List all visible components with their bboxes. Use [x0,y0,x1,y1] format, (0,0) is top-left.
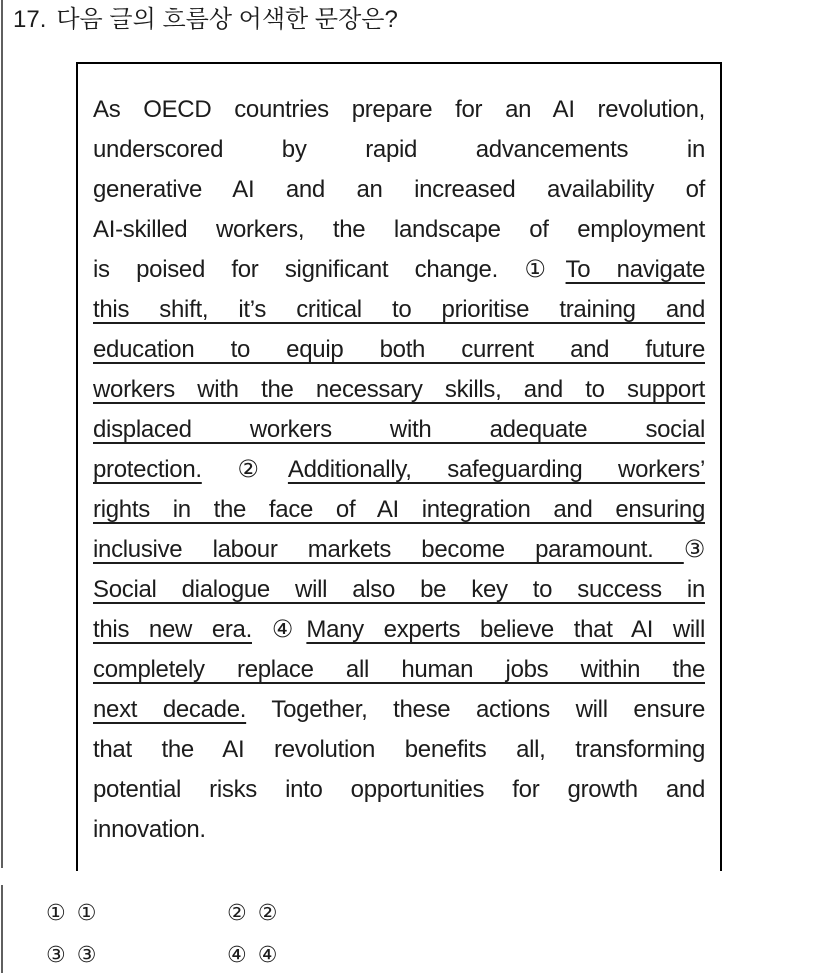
circled-number-marker-3: ③ [683,536,705,563]
question-title: 다음 글의 흐름상 어색한 문장은? [56,6,398,33]
question-header [13,5,398,35]
passage-line [93,90,705,130]
passage-segment: education to equip both current and future [93,336,705,363]
choice-option-4[interactable] [227,941,277,969]
choice-label: ④ [227,942,247,967]
passage-line [93,170,705,210]
choice-label: ① [46,900,66,925]
passage-segment: To navigate [565,256,705,283]
passage-segment: potential risks into opportunities for growth and [93,776,705,803]
passage-segment: rights in the face of AI integration and ensuring [93,496,705,523]
choice-value: ② [257,900,278,925]
passage-line [93,210,705,250]
passage-line [93,650,705,690]
passage-segment: this new era. [93,616,252,643]
choice-value: ① [76,900,97,925]
passage-line [93,410,705,450]
circled-number-marker-1: ① [524,256,566,283]
passage-segment: displaced workers with adequate social [93,416,705,443]
passage-segment: AI-skilled workers, the landscape of employment [93,216,705,243]
passage-segment: this shift, it’s critical to prioritise training and [93,296,705,323]
passage-line [93,490,705,530]
passage-line [93,330,705,370]
choice-label: ③ [46,942,66,967]
passage-line [93,690,705,730]
passage-line [93,770,705,810]
passage-line [93,570,705,610]
passage-segment: next decade. [93,696,247,723]
choice-label: ② [227,900,247,925]
passage-line [93,730,705,770]
passage-line [93,450,705,490]
passage-segment: generative AI and an increased availability of [93,176,705,203]
passage-segment: inclusive labour markets become paramount. [93,536,684,563]
passage-segment: Together, these actions will ensure [271,696,706,723]
circled-number-marker-2: ② [237,456,288,483]
passage-segment: innovation. [93,816,206,843]
passage-segment: Social dialogue will also be key to success in [93,576,705,603]
passage-segment: As OECD countries prepare for an AI revolution, [93,96,705,123]
passage-line [93,810,705,850]
passage-line [93,290,705,330]
column-divider-top [1,0,3,868]
column-divider-bottom [1,885,3,973]
passage-segment: workers with the necessary skills, and to support [93,376,705,403]
passage-segment: underscored by rapid advancements in [93,136,705,163]
choice-option-1[interactable] [46,899,96,927]
passage-line [93,530,705,570]
passage-segment: Many experts believe that AI will [306,616,706,643]
passage-segment: completely replace all human jobs within the [93,656,705,683]
choice-value: ③ [76,942,97,967]
passage-line [93,610,705,650]
question-number: 17. [13,6,47,33]
passage-segment: Additionally, safeguarding workers’ [287,456,706,483]
choice-option-2[interactable] [227,899,277,927]
passage-line [93,370,705,410]
passage-line [93,130,705,170]
choice-value: ④ [257,942,278,967]
choice-option-3[interactable] [46,941,96,969]
passage-segment: is poised for significant change. [93,256,498,283]
passage-segment: that the AI revolution benefits all, transforming [93,736,705,763]
passage-line [93,250,705,290]
passage-box [76,62,722,871]
circled-number-marker-4: ④ [271,616,307,643]
passage-segment: protection. [93,456,202,483]
